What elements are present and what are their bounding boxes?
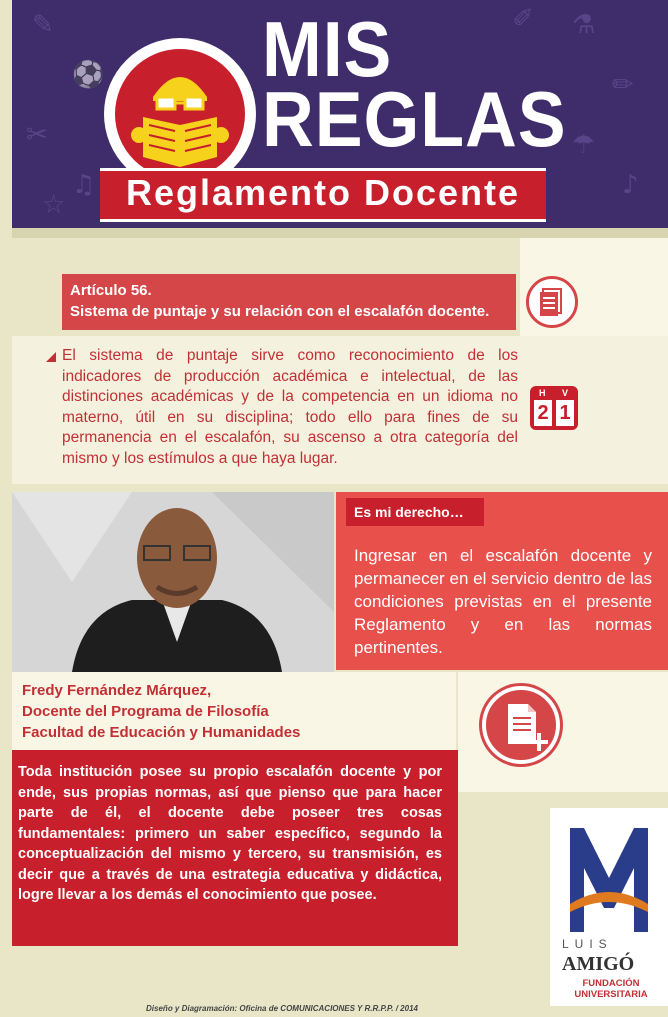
doodle-icon: ☆ [42, 190, 66, 220]
doodle-icon: ♪ [622, 170, 639, 200]
doodle-icon: ✐ [512, 4, 534, 34]
teacher-photo [12, 492, 334, 672]
scoreboard-right-value: 1 [556, 400, 574, 426]
brand-line-1: LUIS [562, 937, 613, 951]
bullet-triangle-icon [46, 352, 56, 362]
teacher-role: Docente del Programa de Filosofía [22, 703, 269, 720]
rights-heading: Es mi derecho… [354, 504, 464, 520]
page-title [262, 5, 567, 163]
rights-text: Ingresar en el escalafón docente y permanecer en el servicio dentro de las condiciones previstas en el presente Reglamento y en las normas pertinentes. [354, 546, 652, 657]
design-credit: Diseño y Diagramación: Oficina de COMUNICACIONES Y R.R.P.P. / 2014 [146, 1004, 418, 1013]
article-number: Artículo 56. [70, 282, 152, 299]
scoreboard-icon [530, 386, 578, 430]
luis-amigo-logo-icon [550, 808, 668, 936]
brand-line-2: AMIGÓ [562, 953, 635, 975]
article-title: Sistema de puntaje y su relación con el escalafón docente. [70, 303, 490, 320]
scoreboard-right-label: V [562, 388, 569, 398]
doodle-icon: ✎ [32, 10, 54, 40]
teacher-quote: Toda institución posee su propio escalafón docente y por ende, sus propias normas, así que pienso que para hacer parte de él, el docente debe poseer tres cosas fundamentales: primero un saber específico, segundo la conceptualización del mismo y tercero, su transmisión, es decir que a través de una estrategia educativa y didáctica, logre llevar a los demás el conocimiento que posee. [18, 764, 442, 903]
article-body: El sistema de puntaje sirve como reconocimiento de los indicadores de producción académica e intelectual, de las distinciones académicas y de la competencia en un idioma no materno, útil en su disciplina; todo ello para fines de su permanencia en el escalafón, su ascenso a otra categoría del mismo y los estímulos a que haya lugar. [62, 347, 518, 467]
doodle-icon: ⚽ [72, 60, 105, 90]
title-line-2: REGLAS [262, 75, 567, 163]
title-line-1: MIS [262, 5, 393, 93]
reader-logo [115, 49, 245, 179]
doodle-icon: ☂ [572, 130, 596, 160]
teacher-faculty: Facultad de Educación y Humanidades [22, 724, 301, 741]
doodle-icon: ⚗ [572, 10, 596, 40]
doodle-icon: ✏ [612, 70, 634, 100]
doodle-icon: ✂ [26, 120, 48, 150]
brand-line-4: UNIVERSITARIA [574, 989, 648, 1000]
brand-foundation [558, 978, 664, 1000]
scoreboard-left-label: H [539, 388, 546, 398]
teacher-credentials [22, 680, 300, 743]
document-icon [526, 276, 578, 328]
reading-person-icon [115, 49, 245, 179]
add-document-icon [482, 686, 560, 764]
page-subtitle: Reglamento Docente [125, 172, 521, 213]
doodle-icon: ♫ [72, 170, 96, 200]
brand-line-3: FUNDACIÓN [582, 978, 640, 989]
scoreboard-left-value: 2 [534, 400, 552, 426]
divider-stripe [12, 228, 668, 238]
brand-logo-box [550, 808, 668, 1006]
teacher-name: Fredy Fernández Márquez, [22, 682, 212, 699]
